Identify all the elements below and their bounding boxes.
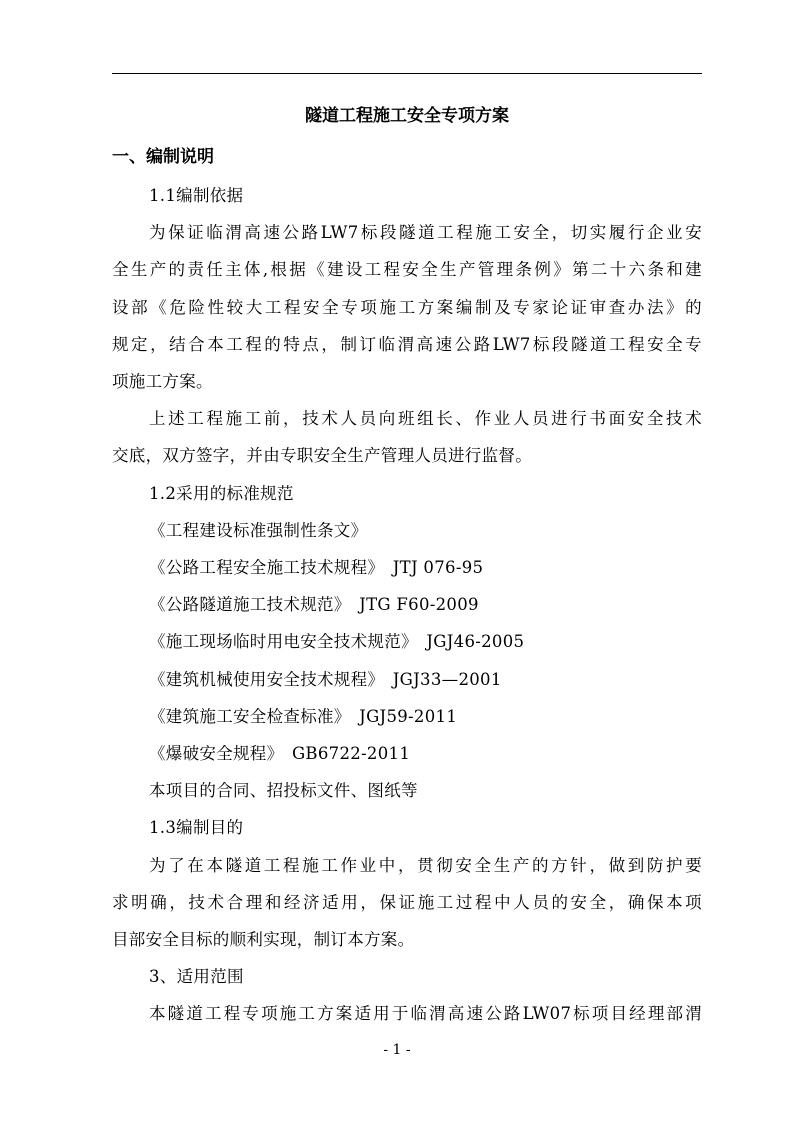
paragraph-briefing-line: 交底，双方签字，并由专职安全生产管理人员进行监督。 [112,446,532,466]
paragraph-purpose-line: 目部安全目标的顺利实现，制订本方案。 [112,930,415,950]
standard-item: 《爆破安全规程》 GB6722-2011 [149,744,411,764]
header-rule [112,73,702,74]
subsection-heading-1-3: 1.3编制目的 [149,818,244,838]
standard-item: 《建筑机械使用安全技术规程》 JGJ33—2001 [149,669,502,689]
standard-item: 《公路工程安全施工技术规程》 JTJ 076-95 [149,558,484,578]
standard-item: 《建筑施工安全检查标准》 JGJ59-2011 [149,706,458,726]
paragraph-basis-line: 为保证临渭高速公路LW7标段隧道工程施工安全，切实履行企业安 [149,223,702,243]
paragraph-basis-line: 规定，结合本工程的特点，制订临渭高速公路LW7标段隧道工程安全专 [112,334,702,354]
paragraph-scope-line: 本隧道工程专项施工方案适用于临渭高速公路LW07标项目经理部渭 [149,1004,702,1024]
section-heading-scope: 3、适用范围 [149,967,244,987]
subsection-heading-1-1: 1.1编制依据 [149,186,244,205]
subsection-heading-1-2: 1.2采用的标准规范 [149,483,294,503]
paragraph-purpose-line: 求明确，技术合理和经济适用，保证施工过程中人员的安全，确保本项 [112,892,702,912]
page-number: - 1 - [383,1042,411,1058]
document-title: 隧道工程施工安全专项方案 [305,106,509,126]
paragraph-basis-line: 项施工方案。 [112,372,213,392]
paragraph-purpose-line: 为了在本隧道工程施工作业中，贯彻安全生产的方针，做到防护要 [149,855,702,875]
paragraph-basis-line: 设部《危险性较大工程安全专项施工方案编制及专家论证审查办法》的 [112,297,702,317]
standard-item: 《公路隧道施工技术规范》 JTG F60-2009 [149,595,479,615]
paragraph-briefing-line: 上述工程施工前，技术人员向班组长、作业人员进行书面安全技术 [149,409,702,429]
standard-item: 《施工现场临时用电安全技术规范》 JGJ46-2005 [149,632,525,652]
paragraph-basis-line: 全生产的责任主体,根据《建设工程安全生产管理条例》第二十六条和建 [112,260,702,280]
contract-documents-line: 本项目的合同、招投标文件、图纸等 [149,781,418,801]
standard-item: 《工程建设标准强制性条文》 [149,520,368,540]
section-heading-1: 一、编制说明 [112,147,214,167]
document-body [112,177,702,1033]
